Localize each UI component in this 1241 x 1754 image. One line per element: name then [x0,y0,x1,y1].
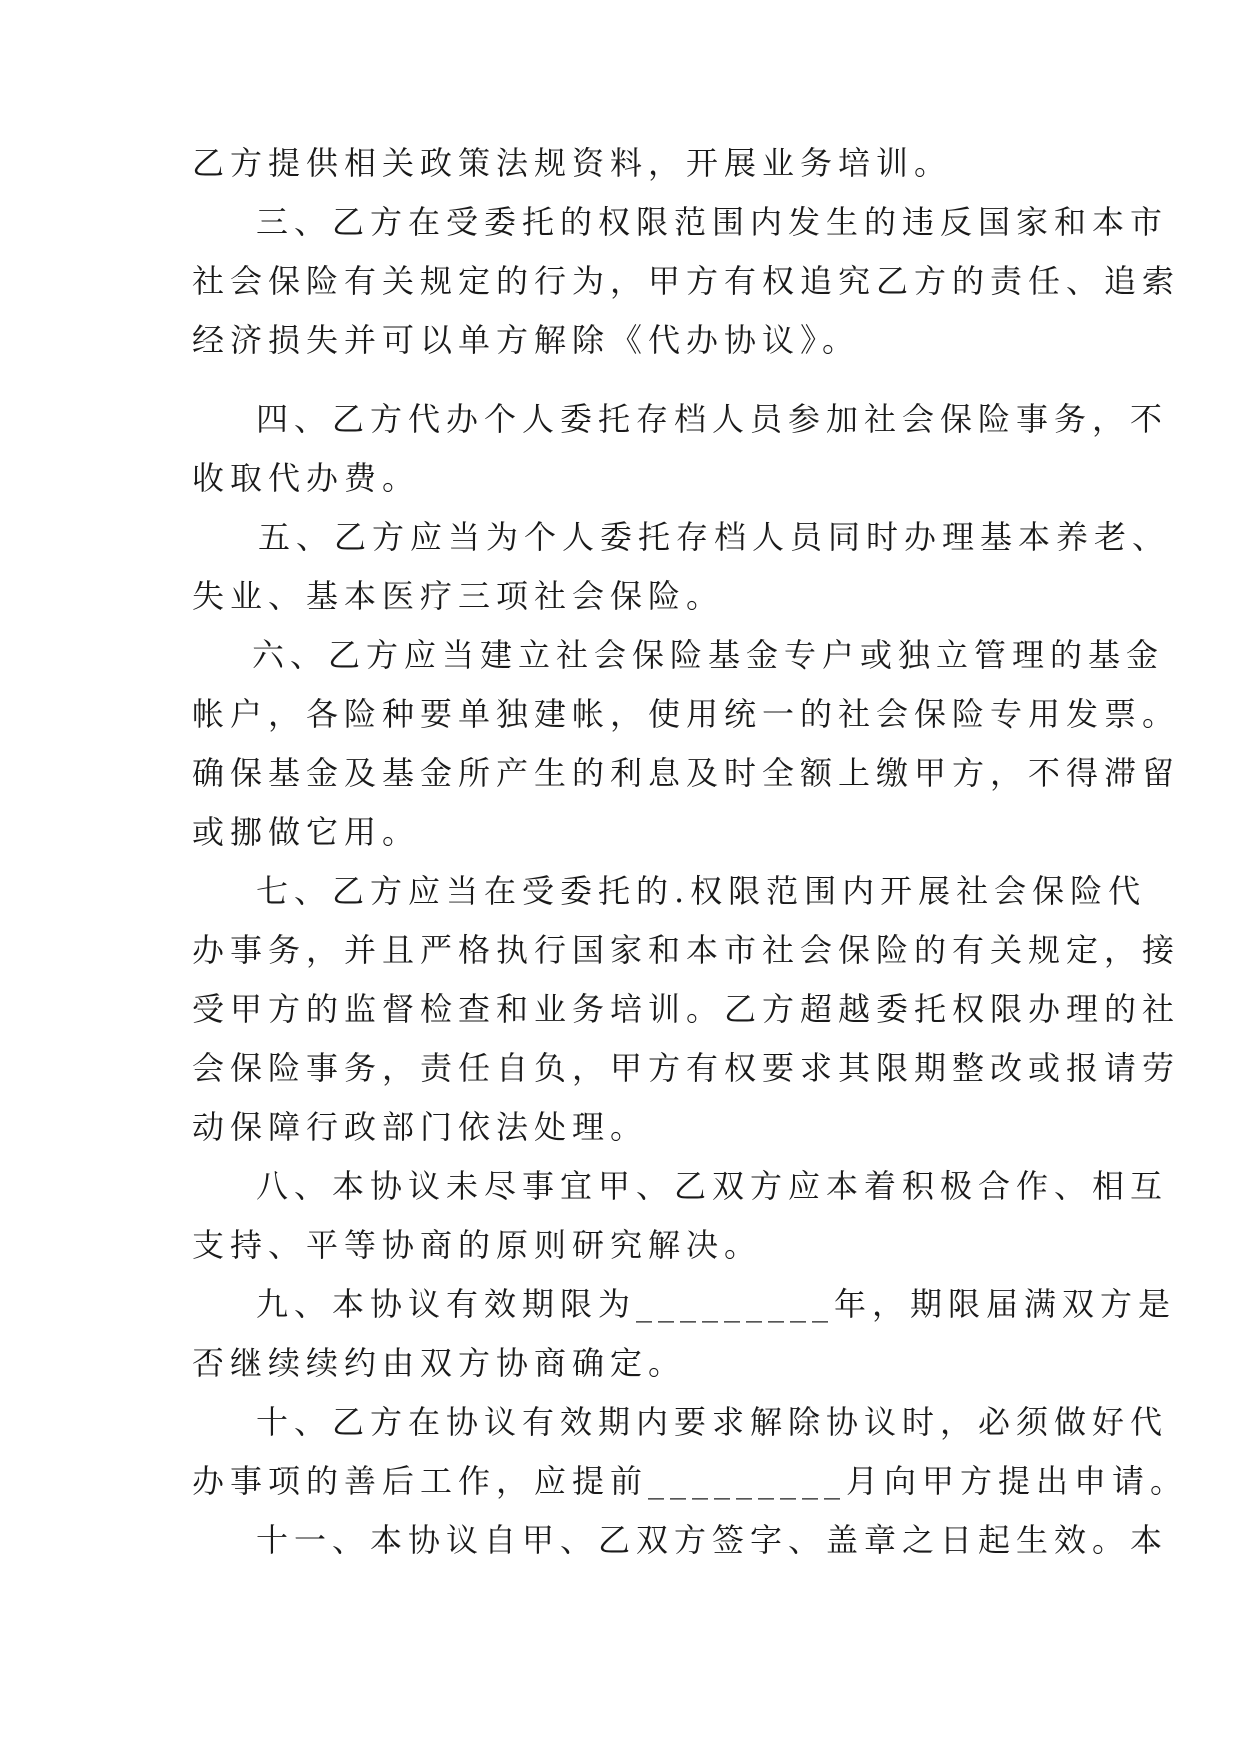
text-line: 九、本协议有效期限为_________年，期限届满双方是 [256,1285,1177,1323]
text-line: 四、乙方代办个人委托存档人员参加社会保险事务，不 [256,400,1169,438]
text-line: 办事项的善后工作，应提前_________月向甲方提出申请。 [192,1462,1189,1500]
text-line: 帐户，各险种要单独建帐，使用统一的社会保险专用发票。 [192,695,1181,733]
text-line: 受甲方的监督检查和业务培训。乙方超越委托权限办理的社 [192,990,1181,1028]
text-line: 三、乙方在受委托的权限范围内发生的违反国家和本市 [256,203,1169,241]
text-line: 收取代办费。 [192,459,421,497]
text-line: 动保障行政部门依法处理。 [192,1108,649,1146]
text-line: 七、乙方应当在受委托的.权限范围内开展社会保险代 [256,872,1147,910]
text-line: 五、乙方应当为个人委托存档人员同时办理基本养老、 [258,518,1171,556]
text-line: 办事务，并且严格执行国家和本市社会保险的有关规定，接 [192,931,1181,969]
text-line: 乙方提供相关政策法规资料，开展业务培训。 [192,144,953,182]
text-line: 失业、基本医疗三项社会保险。 [192,577,725,615]
text-line: 否继续续约由双方协商确定。 [192,1344,687,1382]
text-line: 支持、平等协商的原则研究解决。 [192,1226,763,1264]
text-line: 八、本协议未尽事宜甲、乙双方应本着积极合作、相互 [256,1167,1169,1205]
text-line: 十、乙方在协议有效期内要求解除协议时，必须做好代 [256,1403,1169,1441]
text-line: 十一、本协议自甲、乙双方签字、盖章之日起生效。本 [256,1521,1169,1559]
text-line: 经济损失并可以单方解除《代办协议》。 [192,321,861,359]
text-line: 会保险事务，责任自负，甲方有权要求其限期整改或报请劳 [192,1049,1181,1087]
text-line: 六、乙方应当建立社会保险基金专户或独立管理的基金 [252,636,1165,674]
text-line: 社会保险有关规定的行为，甲方有权追究乙方的责任、追索 [192,262,1181,300]
text-line: 或挪做它用。 [192,813,421,851]
text-line: 确保基金及基金所产生的利息及时全额上缴甲方，不得滞留 [192,754,1181,792]
